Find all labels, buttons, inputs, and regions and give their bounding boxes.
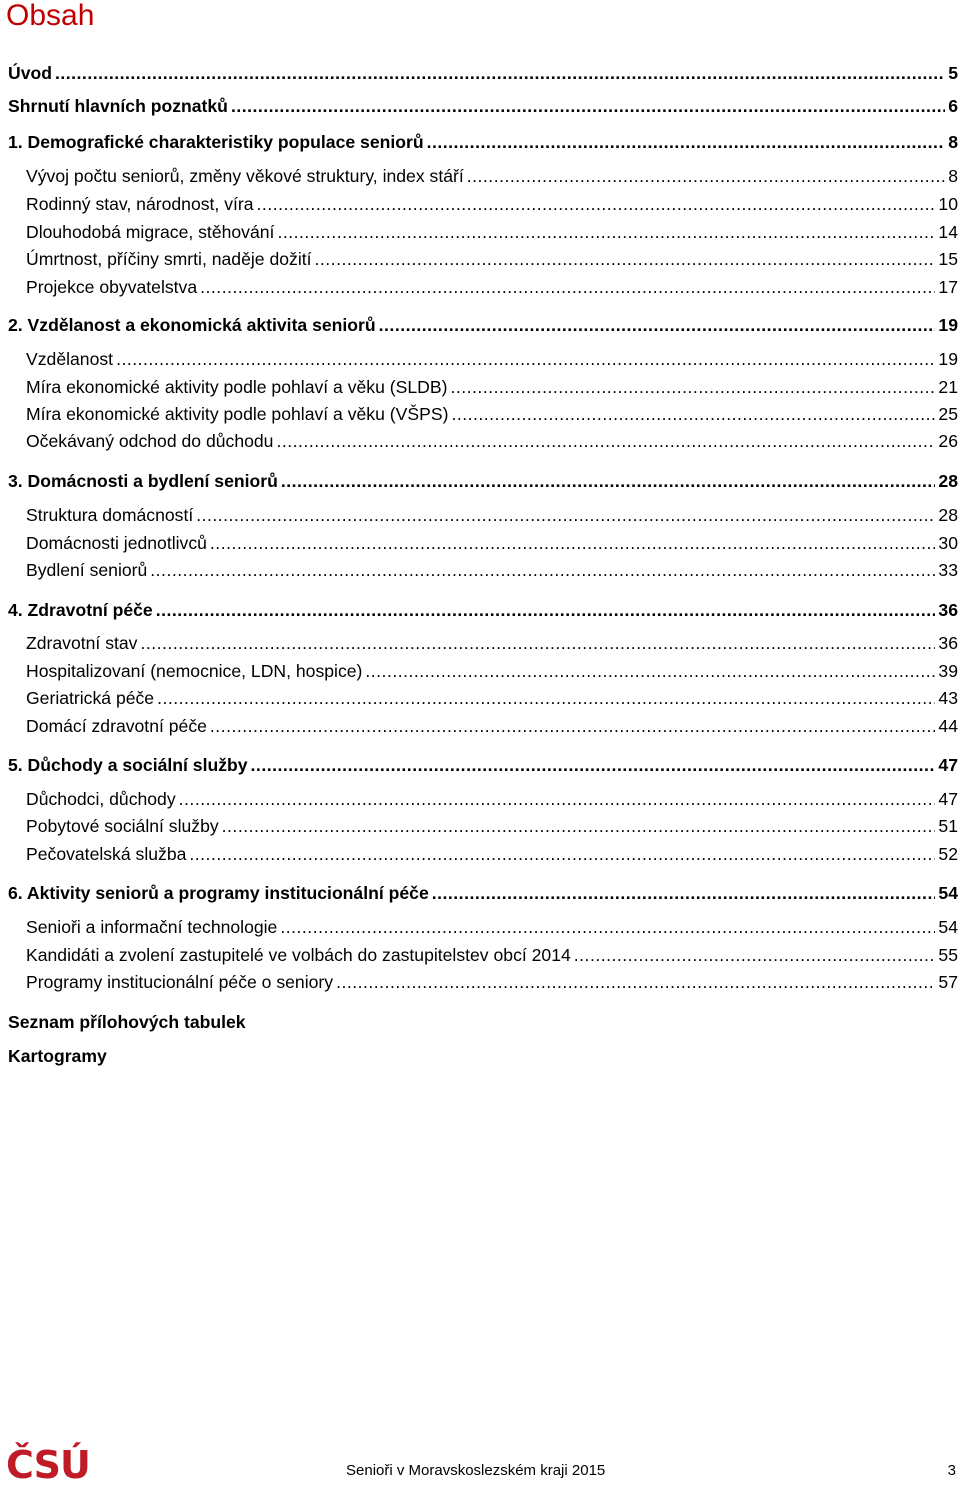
- toc-entry-label: Struktura domácností: [26, 505, 194, 525]
- toc-page-number: 10: [938, 194, 958, 214]
- toc-subentry[interactable]: [26, 373, 958, 401]
- toc-entry-label: Geriatrická péče: [26, 688, 155, 708]
- toc-page-number: 21: [938, 377, 958, 397]
- toc-appendix-cartograms[interactable]: Kartogramy: [8, 1046, 107, 1066]
- toc-entry-label: Dlouhodobá migrace, stěhování: [26, 222, 275, 242]
- toc-dot-leader: [276, 427, 935, 455]
- toc-dot-leader: [150, 556, 935, 584]
- toc-page-number: 17: [938, 277, 958, 297]
- toc-subentry[interactable]: [26, 273, 958, 301]
- toc-subentry[interactable]: [26, 812, 958, 840]
- toc-entry-label: Kandidáti a zvolení zastupitelé ve volbách do zastupitelstev obcí 2014: [26, 945, 571, 965]
- toc-dot-leader: [450, 373, 935, 401]
- toc-subentry[interactable]: [26, 941, 958, 969]
- toc-dot-leader: [196, 501, 935, 529]
- toc-page-number: 26: [938, 431, 958, 451]
- toc-dot-leader: [315, 245, 936, 273]
- toc-entry-label: Rodinný stav, národnost, víra: [26, 194, 254, 214]
- toc-entry-label: 1. Demografické charakteristiky populace seniorů: [8, 132, 424, 152]
- toc-entry[interactable]: [8, 311, 958, 339]
- toc-dot-leader: [210, 712, 936, 740]
- toc-entry-label: Domácnosti jednotlivců: [26, 533, 207, 553]
- toc-entry[interactable]: [8, 467, 958, 495]
- toc-page-number: 57: [938, 972, 958, 992]
- toc-subentry[interactable]: [26, 556, 958, 584]
- toc-entry-label: Pečovatelská služba: [26, 844, 187, 864]
- toc-dot-leader: [257, 190, 936, 218]
- toc-dot-leader: [451, 400, 935, 428]
- toc-entry-label: Zdravotní stav: [26, 633, 138, 653]
- toc-page-number: 30: [938, 533, 958, 553]
- toc-dot-leader: [140, 629, 935, 657]
- toc-entry[interactable]: [8, 879, 958, 907]
- toc-entry-label: 3. Domácnosti a bydlení seniorů: [8, 471, 278, 491]
- toc-page-number: 54: [938, 883, 958, 903]
- toc-entry-label: Shrnutí hlavních poznatků: [8, 96, 228, 116]
- toc-dot-leader: [156, 596, 936, 624]
- toc-page-number: 8: [948, 132, 958, 152]
- toc-entry-label: Úmrtnost, příčiny smrti, naděje dožití: [26, 249, 312, 269]
- toc-subentry[interactable]: [26, 427, 958, 455]
- toc-dot-leader: [189, 840, 935, 868]
- toc-page-number: 25: [938, 404, 958, 424]
- toc-entry[interactable]: [8, 92, 958, 120]
- toc-page-number: 15: [938, 249, 958, 269]
- toc-page-number: 8: [948, 166, 958, 186]
- toc-entry-label: Vývoj počtu seniorů, změny věkové struktury, index stáří: [26, 166, 464, 186]
- toc-dot-leader: [280, 913, 935, 941]
- toc-page-number: 52: [938, 844, 958, 864]
- toc-entry-label: Vzdělanost: [26, 349, 114, 369]
- toc-page-number: 54: [938, 917, 958, 937]
- toc-subentry[interactable]: [26, 190, 958, 218]
- toc-dot-leader: [231, 92, 945, 120]
- toc-page-number: 5: [948, 63, 958, 83]
- toc-page-number: 47: [938, 789, 958, 809]
- toc-dot-leader: [379, 311, 936, 339]
- toc-dot-leader: [432, 879, 936, 907]
- csu-logo: ČSÚ: [6, 1443, 90, 1487]
- toc-page-number: 6: [948, 96, 958, 116]
- toc-dot-leader: [281, 467, 936, 495]
- toc-page-number: 44: [938, 716, 958, 736]
- toc-page-number: 28: [938, 505, 958, 525]
- toc-subentry[interactable]: [26, 218, 958, 246]
- toc-page-number: 36: [938, 633, 958, 653]
- toc-entry-label: Senioři a informační technologie: [26, 917, 278, 937]
- toc-dot-leader: [179, 785, 936, 813]
- toc-entry-label: Úvod: [8, 63, 52, 83]
- toc-subentry[interactable]: [26, 913, 958, 941]
- toc-entry[interactable]: [8, 128, 958, 156]
- toc-entry-label: Projekce obyvatelstva: [26, 277, 198, 297]
- toc-page-number: 39: [938, 661, 958, 681]
- toc-subentry[interactable]: [26, 684, 958, 712]
- footer-publication-title: Senioři v Moravskoslezském kraji 2015: [346, 1462, 606, 1479]
- toc-page-number: 47: [938, 755, 958, 775]
- toc-dot-leader: [116, 345, 935, 373]
- toc-subentry[interactable]: [26, 785, 958, 813]
- toc-page-number: 43: [938, 688, 958, 708]
- toc-appendix-tables[interactable]: Seznam přílohových tabulek: [8, 1012, 246, 1032]
- toc-page-number: 19: [938, 349, 958, 369]
- toc-dot-leader: [336, 968, 935, 996]
- toc-entry[interactable]: [8, 59, 958, 87]
- toc-subentry[interactable]: [26, 245, 958, 273]
- toc-entry-label: 5. Důchody a sociální služby: [8, 755, 248, 775]
- toc-subentry[interactable]: [26, 968, 958, 996]
- toc-dot-leader: [200, 273, 935, 301]
- toc-dot-leader: [210, 529, 936, 557]
- toc-page-number: 36: [938, 600, 958, 620]
- toc-dot-leader: [251, 751, 936, 779]
- toc-dot-leader: [222, 812, 936, 840]
- toc-subentry[interactable]: [26, 629, 958, 657]
- toc-entry-label: Důchodci, důchody: [26, 789, 176, 809]
- toc-entry-label: Domácí zdravotní péče: [26, 716, 207, 736]
- toc-page-number: 28: [938, 471, 958, 491]
- toc-entry-label: Programy institucionální péče o seniory: [26, 972, 334, 992]
- toc-entry-label: Očekávaný odchod do důchodu: [26, 431, 274, 451]
- toc-dot-leader: [574, 941, 936, 969]
- toc-page-number: 55: [938, 945, 958, 965]
- toc-entry-label: 6. Aktivity seniorů a programy institucionální péče: [8, 883, 429, 903]
- toc-dot-leader: [427, 128, 946, 156]
- toc-dot-leader: [277, 218, 935, 246]
- toc-entry[interactable]: [8, 596, 958, 624]
- toc-subentry[interactable]: [26, 529, 958, 557]
- toc-dot-leader: [55, 59, 945, 87]
- footer-page-number: 3: [947, 1462, 956, 1479]
- toc-entry-label: Míra ekonomické aktivity podle pohlaví a věku (SLDB): [26, 377, 448, 397]
- toc-entry-label: 4. Zdravotní péče: [8, 600, 153, 620]
- toc-entry[interactable]: [8, 751, 958, 779]
- toc-subentry[interactable]: [26, 657, 958, 685]
- toc-dot-leader: [157, 684, 935, 712]
- toc-subentry[interactable]: [26, 840, 958, 868]
- toc-subentry[interactable]: [26, 345, 958, 373]
- toc-page-number: 33: [938, 560, 958, 580]
- toc-page-number: 51: [938, 816, 958, 836]
- toc-dot-leader: [467, 162, 945, 190]
- toc-page-number: 14: [938, 222, 958, 242]
- toc-subentry[interactable]: [26, 501, 958, 529]
- toc-subentry[interactable]: [26, 712, 958, 740]
- toc-page-number: 19: [938, 315, 958, 335]
- toc-entry-label: Pobytové sociální služby: [26, 816, 219, 836]
- toc-entry-label: Hospitalizovaní (nemocnice, LDN, hospice): [26, 661, 363, 681]
- toc-subentry[interactable]: [26, 162, 958, 190]
- toc-entry-label: Bydlení seniorů: [26, 560, 148, 580]
- page-title: Obsah: [6, 0, 95, 32]
- toc-entry-label: 2. Vzdělanost a ekonomická aktivita seniorů: [8, 315, 376, 335]
- toc-dot-leader: [365, 657, 935, 685]
- toc-entry-label: Míra ekonomické aktivity podle pohlaví a věku (VŠPS): [26, 404, 449, 424]
- toc-subentry[interactable]: [26, 400, 958, 428]
